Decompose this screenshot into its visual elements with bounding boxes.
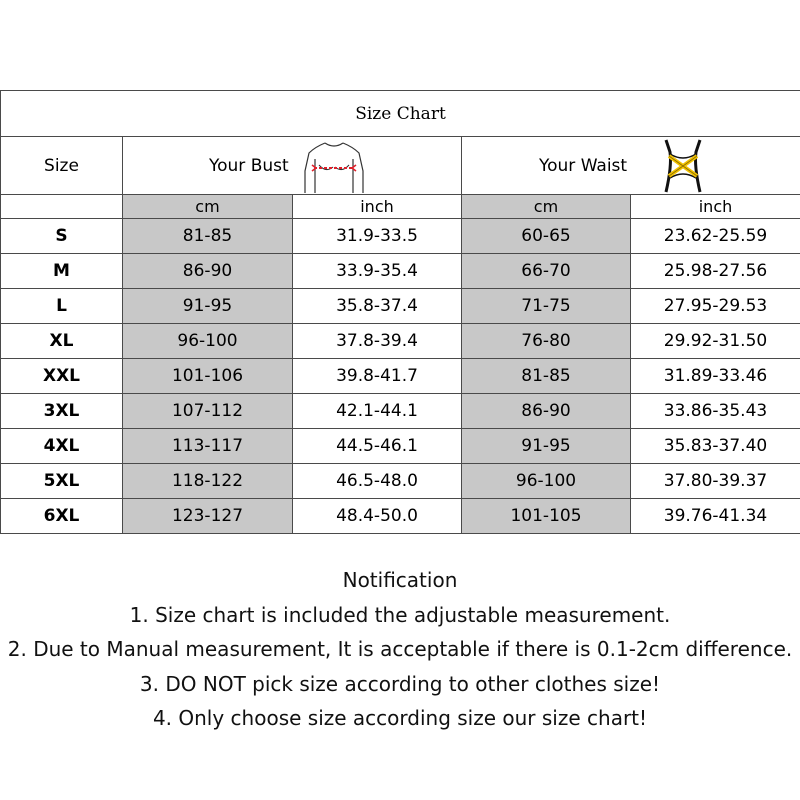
unit-row	[1, 195, 800, 219]
notification-item: 3. DO NOT pick size according to other clothes size!	[139, 671, 661, 696]
waist-cm-cell: 81-85	[462, 359, 631, 394]
table-row	[1, 499, 800, 534]
notification-item: 2. Due to Manual measurement, It is acceptable if there is 0.1-2cm difference.	[7, 637, 793, 661]
table-row	[1, 289, 800, 324]
bust-cm-cell: 81-85	[123, 219, 293, 254]
table-row	[1, 359, 800, 394]
waist-inch-cell: 29.92-31.50	[631, 324, 800, 359]
bust-inch-cell: 46.5-48.0	[293, 464, 462, 499]
bust-inch-cell: 44.5-46.1	[293, 429, 462, 464]
bust-cm-cell: 101-106	[123, 359, 293, 394]
bust-cm-cell: 86-90	[123, 254, 293, 289]
bust-inch-cell: 37.8-39.4	[293, 324, 462, 359]
table-row	[1, 219, 800, 254]
waist-cm-cell: 91-95	[462, 429, 631, 464]
size-cell: 3XL	[1, 394, 123, 429]
waist-inch-cell: 23.62-25.59	[631, 219, 800, 254]
bust-header	[123, 137, 462, 195]
size-chart-table	[0, 90, 800, 534]
table-row	[1, 254, 800, 289]
notification-block	[0, 563, 800, 736]
bust-cm-cell: 91-95	[123, 289, 293, 324]
bust-inch-cell: 31.9-33.5	[293, 219, 462, 254]
table-row	[1, 324, 800, 359]
size-cell: XXL	[1, 359, 123, 394]
size-cell: S	[1, 219, 123, 254]
bust-inch-cell: 48.4-50.0	[293, 499, 462, 534]
chart-title: Size Chart	[1, 91, 800, 137]
waist-header-label: Your Waist	[539, 155, 628, 176]
header-row	[1, 137, 800, 195]
bust-inch-cell: 35.8-37.4	[293, 289, 462, 324]
table-row	[1, 394, 800, 429]
title-row	[1, 91, 800, 137]
size-cell: 6XL	[1, 499, 123, 534]
size-header: Size	[1, 137, 123, 195]
waist-cm-cell: 96-100	[462, 464, 631, 499]
waist-inch-unit: inch	[631, 195, 800, 219]
bust-inch-cell: 42.1-44.1	[293, 394, 462, 429]
unit-blank	[1, 195, 123, 219]
bust-inch-cell: 33.9-35.4	[293, 254, 462, 289]
size-cell: 4XL	[1, 429, 123, 464]
size-cell: L	[1, 289, 123, 324]
waist-header	[462, 137, 800, 195]
bust-cm-cell: 123-127	[123, 499, 293, 534]
bust-cm-unit: cm	[123, 195, 293, 219]
torso-bust-measure-icon	[303, 141, 365, 193]
waist-cm-cell: 71-75	[462, 289, 631, 324]
waist-inch-cell: 37.80-39.37	[631, 464, 800, 499]
waist-cm-unit: cm	[462, 195, 631, 219]
table-row	[1, 429, 800, 464]
waist-cm-cell: 86-90	[462, 394, 631, 429]
size-cell: M	[1, 254, 123, 289]
waist-inch-cell: 27.95-29.53	[631, 289, 800, 324]
waist-inch-cell: 25.98-27.56	[631, 254, 800, 289]
waist-inch-cell: 39.76-41.34	[631, 499, 800, 534]
waist-inch-cell: 31.89-33.46	[631, 359, 800, 394]
waist-cm-cell: 60-65	[462, 219, 631, 254]
table-row	[1, 464, 800, 499]
waist-inch-cell: 33.86-35.43	[631, 394, 800, 429]
notification-heading: Notification	[342, 568, 458, 592]
bust-cm-cell: 107-112	[123, 394, 293, 429]
bust-inch-cell: 39.8-41.7	[293, 359, 462, 394]
size-cell: 5XL	[1, 464, 123, 499]
notification-item: 1. Size chart is included the adjustable measurement.	[129, 602, 671, 627]
size-cell: XL	[1, 324, 123, 359]
waist-cm-cell: 66-70	[462, 254, 631, 289]
waist-inch-cell: 35.83-37.40	[631, 429, 800, 464]
waist-cm-cell: 101-105	[462, 499, 631, 534]
bust-cm-cell: 96-100	[123, 324, 293, 359]
waist-cm-cell: 76-80	[462, 324, 631, 359]
notification-item: 4. Only choose size according size our size chart!	[152, 706, 648, 730]
bust-inch-unit: inch	[293, 195, 462, 219]
waist-measure-icon	[660, 138, 706, 194]
bust-cm-cell: 113-117	[123, 429, 293, 464]
bust-header-label: Your Bust	[209, 155, 289, 176]
bust-cm-cell: 118-122	[123, 464, 293, 499]
